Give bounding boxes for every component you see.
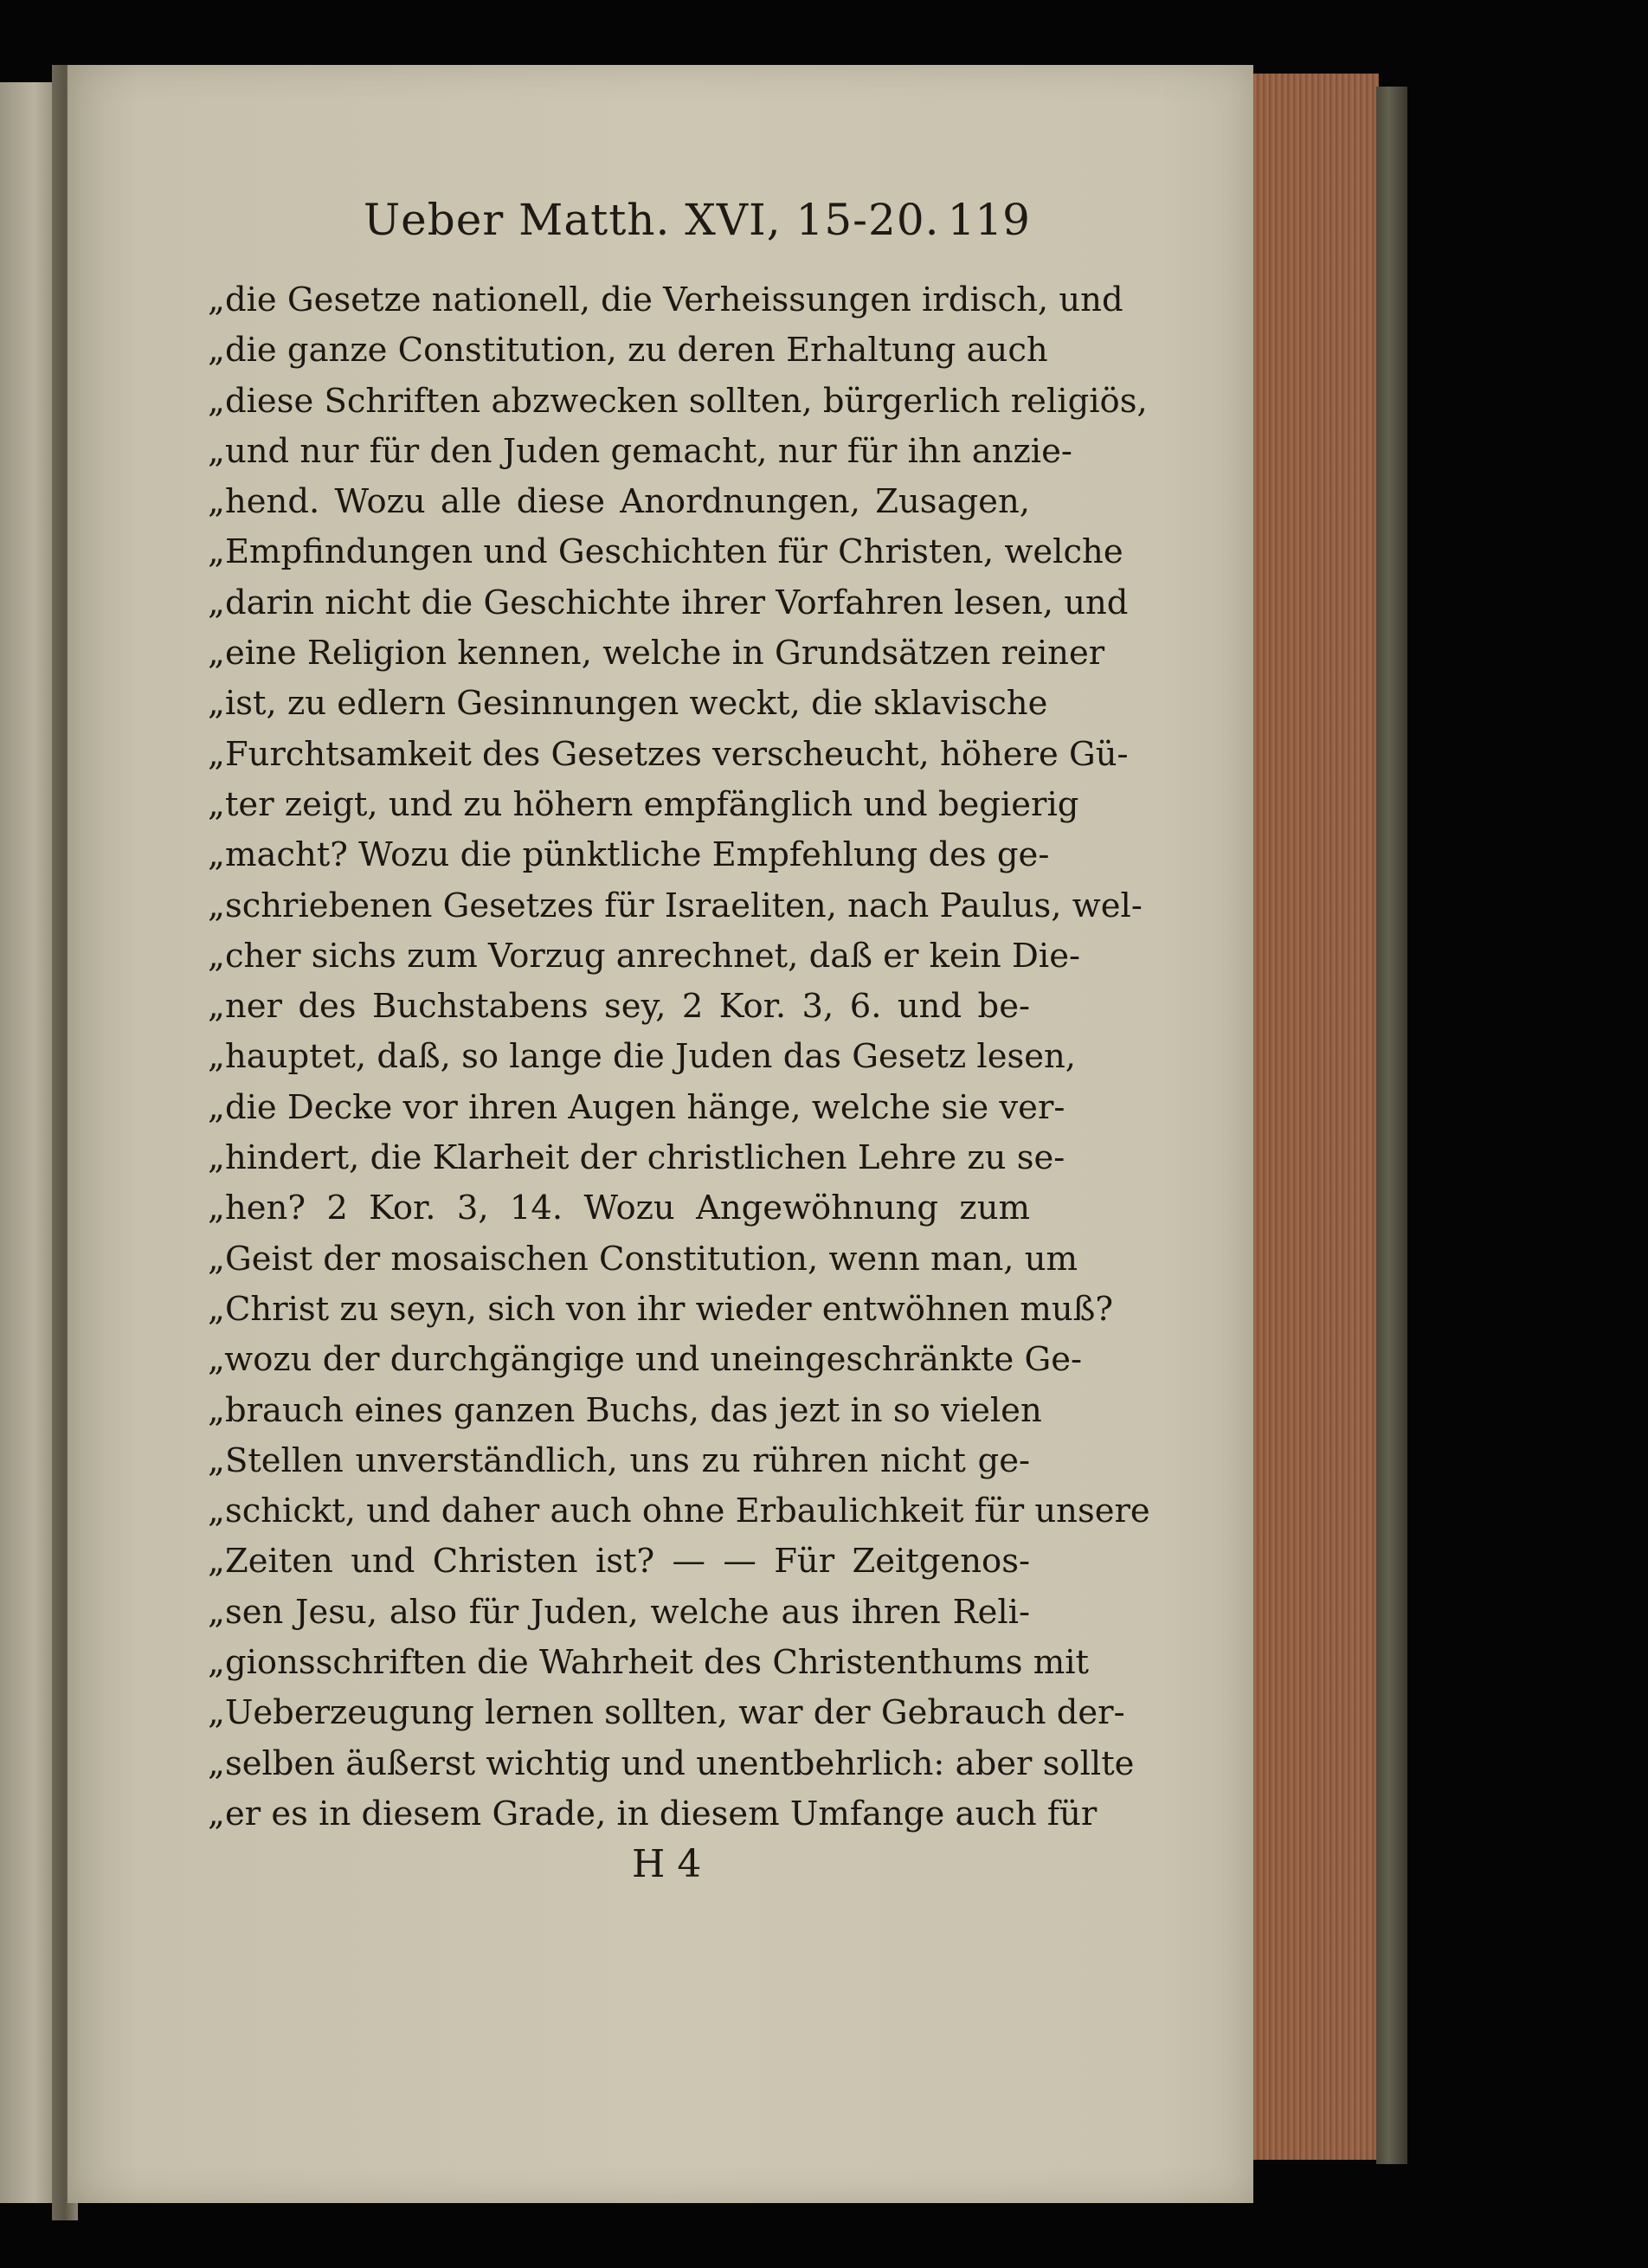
text-line: „wozu der durchgängige und uneingeschränkte Ge- [208,1340,1083,1380]
page-block-edges [1253,74,1379,2160]
signature-mark: H 4 [632,1842,702,1886]
text-line: „hindert, die Klarheit der christlichen Lehre zu se- [208,1138,1065,1178]
text-line: „Geist der mosaischen Constitution, wenn man, um [208,1239,1078,1279]
text-line: „hen? 2 Kor. 3, 14. Wozu Angewöhnung zum [208,1189,1030,1228]
text-line: „sen Jesu, also für Juden, welche aus ihren Reli- [208,1592,1030,1632]
text-line: „Ueberzeugung lernen sollten, war der Gebrauch der- [208,1693,1125,1733]
text-line: „darin nicht die Geschichte ihrer Vorfahren lesen, und [208,583,1129,622]
text-line: „ner des Buchstabens sey, 2 Kor. 3, 6. und be- [208,987,1030,1027]
text-line: „die Decke vor ihren Augen hänge, welche sie ver- [208,1087,1065,1127]
text-line: „hauptet, daß, so lange die Juden das Gesetz lesen, [208,1037,1077,1077]
text-line: „macht? Wozu die pünktliche Empfehlung des ge- [208,835,1050,875]
text-line: „cher sichs zum Vorzug anrechnet, daß er kein Die- [208,936,1081,976]
page-header [364,195,1030,264]
text-line: „diese Schriften abzwecken sollten, bürgerlich religiös, [208,381,1148,421]
text-line: „ter zeigt, und zu höhern empfänglich und begierig [208,784,1079,824]
text-line: „selben äußerst wichtig und unentbehrlich: aber sollte [208,1743,1135,1783]
text-line: „gionsschriften die Wahrheit des Christenthums mit [208,1643,1090,1683]
text-line: „hend. Wozu alle diese Anordnungen, Zusagen, [208,482,1030,522]
text-line: „ist, zu edlern Gesinnungen weckt, die sklavische [208,684,1048,724]
body-text [208,275,1150,1840]
text-line: „Zeiten und Christen ist? — — Für Zeitgenos- [208,1542,1030,1582]
text-line: „schriebenen Gesetzes für Israeliten, nach Paulus, wel- [208,886,1143,925]
text-line: „die Gesetze nationell, die Verheissungen irdisch, und [208,280,1123,319]
text-line: „er es in diesem Grade, in diesem Umfange auch für [208,1794,1098,1833]
book-cover-edge [1376,87,1407,2164]
page-number: 119 [947,195,1030,245]
text-line: „brauch eines ganzen Buchs, das jezt in so vielen [208,1390,1042,1430]
running-title: Ueber Matth. XVI, 15-20. [364,195,940,245]
text-line: „die ganze Constitution, zu deren Erhaltung auch [208,331,1048,370]
text-line: „Furchtsamkeit des Gesetzes verscheucht, höhere Gü- [208,734,1129,774]
text-line: „Empfindungen und Geschichten für Christen, welche [208,532,1123,572]
text-line: „Stellen unverständlich, uns zu rühren nicht ge- [208,1440,1030,1480]
text-line: „und nur für den Juden gemacht, nur für ihn anzie- [208,431,1072,471]
text-line: „eine Religion kennen, welche in Grundsätzen reiner [208,634,1105,673]
text-line: „schickt, und daher auch ohne Erbaulichkeit für unsere [208,1492,1150,1531]
text-line: „Christ zu seyn, sich von ihr wieder entwöhnen muß? [208,1289,1114,1329]
